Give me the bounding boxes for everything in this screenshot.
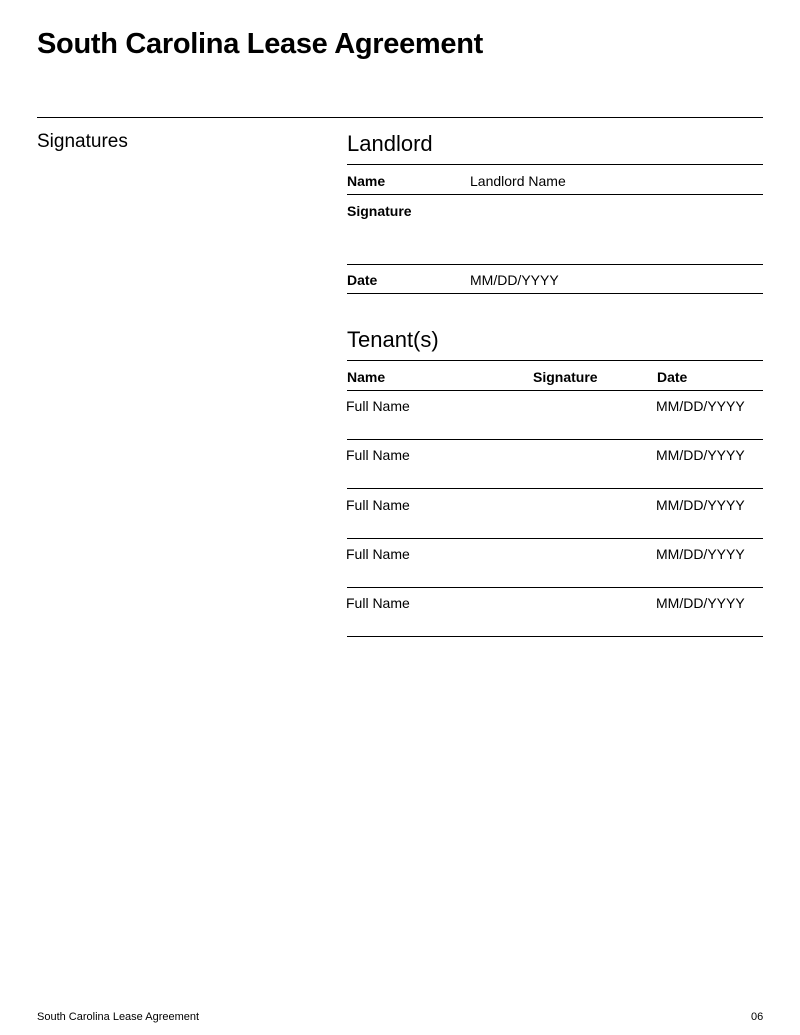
- divider: [347, 293, 763, 294]
- tenant-date-field[interactable]: MM/DD/YYYY: [656, 398, 745, 414]
- landlord-date-label: Date: [347, 272, 378, 288]
- tenants-heading: Tenant(s): [347, 327, 439, 352]
- tenant-name-field[interactable]: Full Name: [346, 595, 410, 612]
- col-signature: Signature: [533, 369, 598, 385]
- page-title: South Carolina Lease Agreement: [37, 28, 483, 60]
- tenant-date-field[interactable]: MM/DD/YYYY: [656, 595, 745, 612]
- divider: [347, 636, 763, 637]
- divider: [347, 488, 763, 489]
- divider: [347, 439, 763, 440]
- tenant-date-field[interactable]: MM/DD/YYYY: [656, 496, 745, 513]
- page-number: 06: [751, 1011, 764, 1023]
- divider: [347, 538, 763, 539]
- divider: [347, 164, 763, 165]
- tenant-date-field[interactable]: MM/DD/YYYY: [656, 447, 745, 464]
- landlord-name-label: Name: [347, 173, 386, 189]
- divider: [347, 360, 763, 361]
- section-title: Signatures: [37, 131, 128, 152]
- tenant-name-field[interactable]: Full Name: [346, 447, 410, 464]
- tenant-name-field[interactable]: Full Name: [346, 398, 410, 414]
- tenant-name-field[interactable]: Full Name: [346, 545, 410, 562]
- footer-doc-title: South Carolina Lease Agreement: [37, 1011, 200, 1023]
- divider: [347, 264, 763, 265]
- divider: [37, 117, 763, 118]
- col-name: Name: [347, 369, 386, 385]
- tenant-name-field[interactable]: Full Name: [346, 496, 410, 513]
- divider: [347, 194, 763, 195]
- divider: [347, 587, 763, 588]
- landlord-date-field[interactable]: MM/DD/YYYY: [470, 272, 559, 288]
- tenant-date-field[interactable]: MM/DD/YYYY: [656, 545, 745, 562]
- landlord-heading: Landlord: [347, 131, 433, 156]
- landlord-name-field[interactable]: Landlord Name: [470, 173, 566, 189]
- landlord-signature-label: Signature: [347, 203, 412, 219]
- divider: [347, 390, 763, 391]
- col-date: Date: [657, 369, 688, 385]
